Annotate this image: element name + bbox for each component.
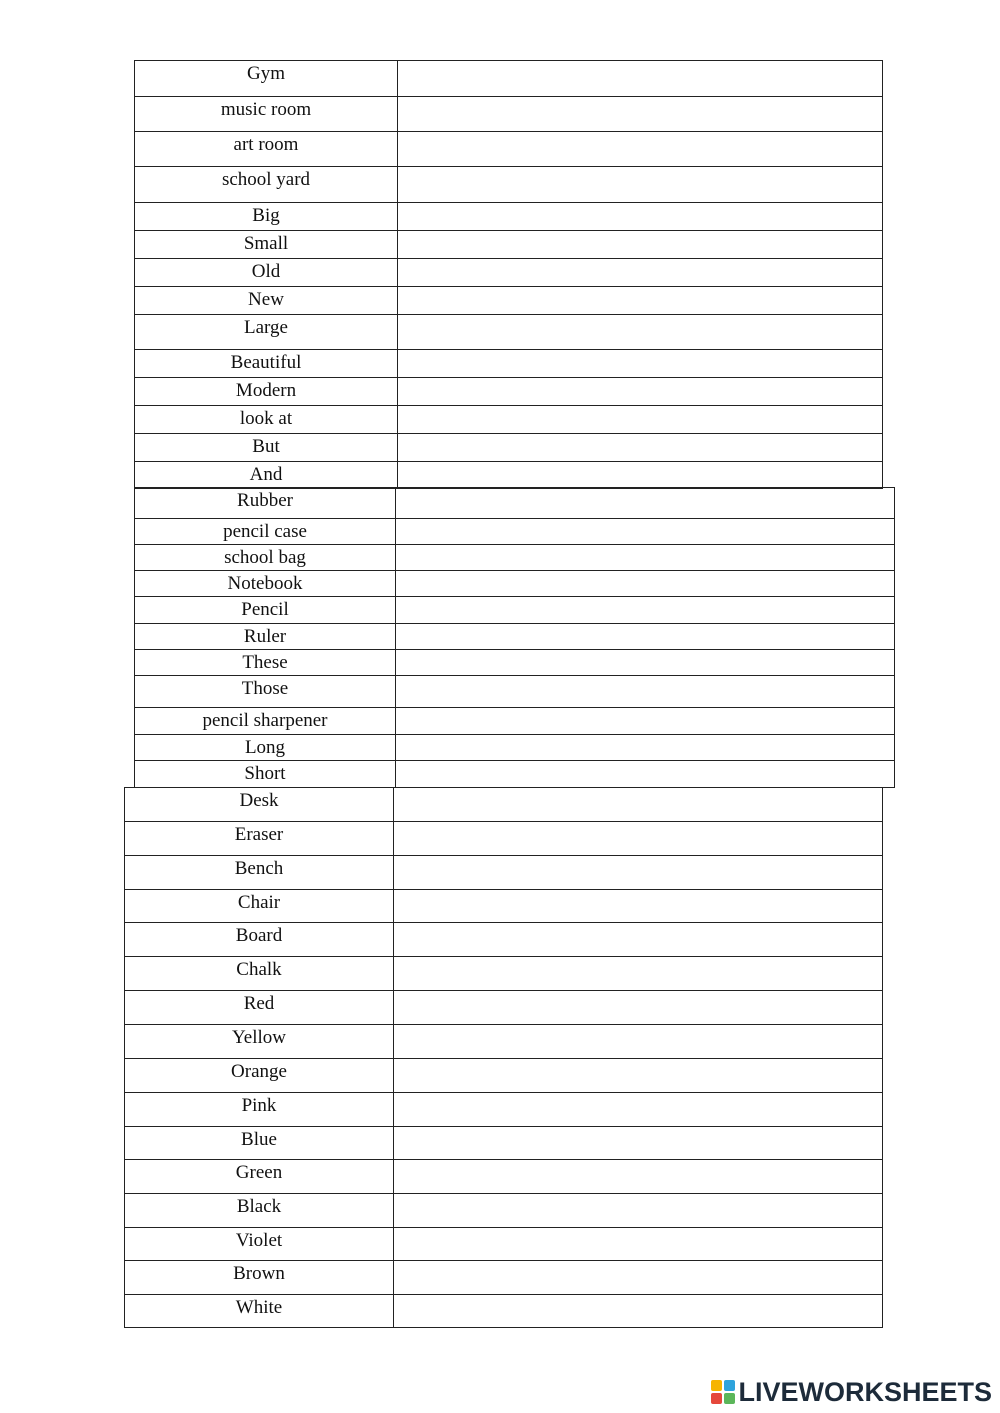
table-row (135, 315, 883, 350)
answer-cell[interactable] (394, 890, 883, 923)
answer-cell[interactable] (396, 761, 895, 788)
table-row (125, 1228, 883, 1261)
answer-cell[interactable] (398, 434, 883, 462)
vocab-word: Pink (125, 1093, 394, 1127)
vocab-word: Ruler (135, 624, 396, 650)
vocab-word: New (135, 287, 398, 315)
vocab-word: Yellow (125, 1025, 394, 1059)
vocab-word: Red (125, 991, 394, 1025)
vocab-word: And (135, 462, 398, 489)
table-row (135, 132, 883, 167)
answer-cell[interactable] (394, 1093, 883, 1127)
vocab-word: Brown (125, 1261, 394, 1295)
vocab-word: music room (135, 97, 398, 132)
vocab-word: Long (135, 735, 396, 761)
answer-cell[interactable] (398, 259, 883, 287)
logo-text: LIVEWORKSHEETS (738, 1376, 992, 1407)
vocab-word: These (135, 650, 396, 676)
answer-cell[interactable] (398, 132, 883, 167)
answer-cell[interactable] (396, 676, 895, 708)
vocab-word: Blue (125, 1127, 394, 1160)
answer-cell[interactable] (396, 650, 895, 676)
table-row (125, 1059, 883, 1093)
table-row (135, 545, 895, 571)
answer-cell[interactable] (396, 624, 895, 650)
answer-cell[interactable] (394, 1228, 883, 1261)
table-row (135, 287, 883, 315)
table-row (135, 761, 895, 788)
table-row (135, 735, 895, 761)
answer-cell[interactable] (394, 1261, 883, 1295)
answer-cell[interactable] (396, 597, 895, 624)
answer-cell[interactable] (394, 788, 883, 822)
table-row (135, 624, 895, 650)
vocab-word: Eraser (125, 822, 394, 856)
answer-cell[interactable] (398, 97, 883, 132)
answer-cell[interactable] (394, 1194, 883, 1228)
table-row (135, 519, 895, 545)
table-row (125, 1093, 883, 1127)
table-row (135, 97, 883, 132)
table-row (125, 1127, 883, 1160)
vocab-word: Notebook (135, 571, 396, 597)
vocab-word: Board (125, 923, 394, 957)
table-row (125, 957, 883, 991)
table-row (125, 991, 883, 1025)
table-row (135, 203, 883, 231)
logo-square-4 (724, 1393, 735, 1404)
answer-cell[interactable] (394, 1127, 883, 1160)
logo-square-3 (711, 1393, 722, 1404)
vocab-word: Those (135, 676, 396, 708)
table-row (135, 61, 883, 97)
vocab-word: Large (135, 315, 398, 350)
table-row (135, 378, 883, 406)
vocabulary-table-1 (134, 60, 883, 489)
answer-cell[interactable] (394, 1025, 883, 1059)
table-row (125, 856, 883, 890)
vocab-word: But (135, 434, 398, 462)
vocab-word: White (125, 1295, 394, 1328)
answer-cell[interactable] (394, 1160, 883, 1194)
table-row (135, 597, 895, 624)
answer-cell[interactable] (398, 203, 883, 231)
logo-square-2 (724, 1380, 735, 1391)
table-row (135, 462, 883, 489)
answer-cell[interactable] (394, 1059, 883, 1093)
table-row (135, 350, 883, 378)
vocab-word: Chalk (125, 957, 394, 991)
table-row (125, 1295, 883, 1328)
vocab-word: Chair (125, 890, 394, 923)
table-row (125, 1194, 883, 1228)
liveworksheets-logo (711, 1377, 992, 1407)
table-row (125, 1261, 883, 1295)
table-row (135, 406, 883, 434)
table-row (125, 1025, 883, 1059)
table-row (125, 1160, 883, 1194)
vocab-word: Short (135, 761, 396, 788)
answer-cell[interactable] (394, 1295, 883, 1328)
table-row (135, 167, 883, 203)
answer-cell[interactable] (398, 406, 883, 434)
answer-cell[interactable] (398, 350, 883, 378)
logo-icon (711, 1380, 735, 1404)
vocabulary-table-3 (124, 787, 883, 1328)
answer-cell[interactable] (394, 923, 883, 957)
vocab-word: Small (135, 231, 398, 259)
table-row (125, 822, 883, 856)
answer-cell[interactable] (394, 957, 883, 991)
table-row (135, 488, 895, 519)
answer-cell[interactable] (398, 167, 883, 203)
table-row (135, 434, 883, 462)
logo-square-1 (711, 1380, 722, 1391)
table-row (135, 571, 895, 597)
table-row (135, 231, 883, 259)
vocab-word: Modern (135, 378, 398, 406)
vocab-word: Pencil (135, 597, 396, 624)
vocab-word: Bench (125, 856, 394, 890)
answer-cell[interactable] (394, 822, 883, 856)
vocab-word: Desk (125, 788, 394, 822)
vocab-word: Violet (125, 1228, 394, 1261)
answer-cell[interactable] (396, 488, 895, 519)
table-row (135, 676, 895, 708)
answer-cell[interactable] (398, 378, 883, 406)
vocab-word: Beautiful (135, 350, 398, 378)
vocab-word: Gym (135, 61, 398, 97)
answer-cell[interactable] (396, 519, 895, 545)
table-row (125, 890, 883, 923)
vocab-word: Orange (125, 1059, 394, 1093)
vocab-word: school yard (135, 167, 398, 203)
answer-cell[interactable] (398, 231, 883, 259)
answer-cell[interactable] (396, 545, 895, 571)
vocab-word: Green (125, 1160, 394, 1194)
vocab-word: look at (135, 406, 398, 434)
answer-cell[interactable] (398, 287, 883, 315)
vocab-word: pencil sharpener (135, 708, 396, 735)
answer-cell[interactable] (396, 735, 895, 761)
answer-cell[interactable] (396, 571, 895, 597)
vocab-word: art room (135, 132, 398, 167)
table-row (125, 788, 883, 822)
answer-cell[interactable] (396, 708, 895, 735)
answer-cell[interactable] (398, 315, 883, 350)
table-row (135, 708, 895, 735)
vocabulary-table-2 (134, 487, 895, 788)
vocab-word: Black (125, 1194, 394, 1228)
answer-cell[interactable] (398, 462, 883, 489)
answer-cell[interactable] (394, 991, 883, 1025)
vocab-word: school bag (135, 545, 396, 571)
vocab-word: Old (135, 259, 398, 287)
answer-cell[interactable] (394, 856, 883, 890)
vocab-word: Big (135, 203, 398, 231)
vocab-word: Rubber (135, 488, 396, 519)
vocab-word: pencil case (135, 519, 396, 545)
table-row (135, 259, 883, 287)
answer-cell[interactable] (398, 61, 883, 97)
table-row (125, 923, 883, 957)
table-row (135, 650, 895, 676)
